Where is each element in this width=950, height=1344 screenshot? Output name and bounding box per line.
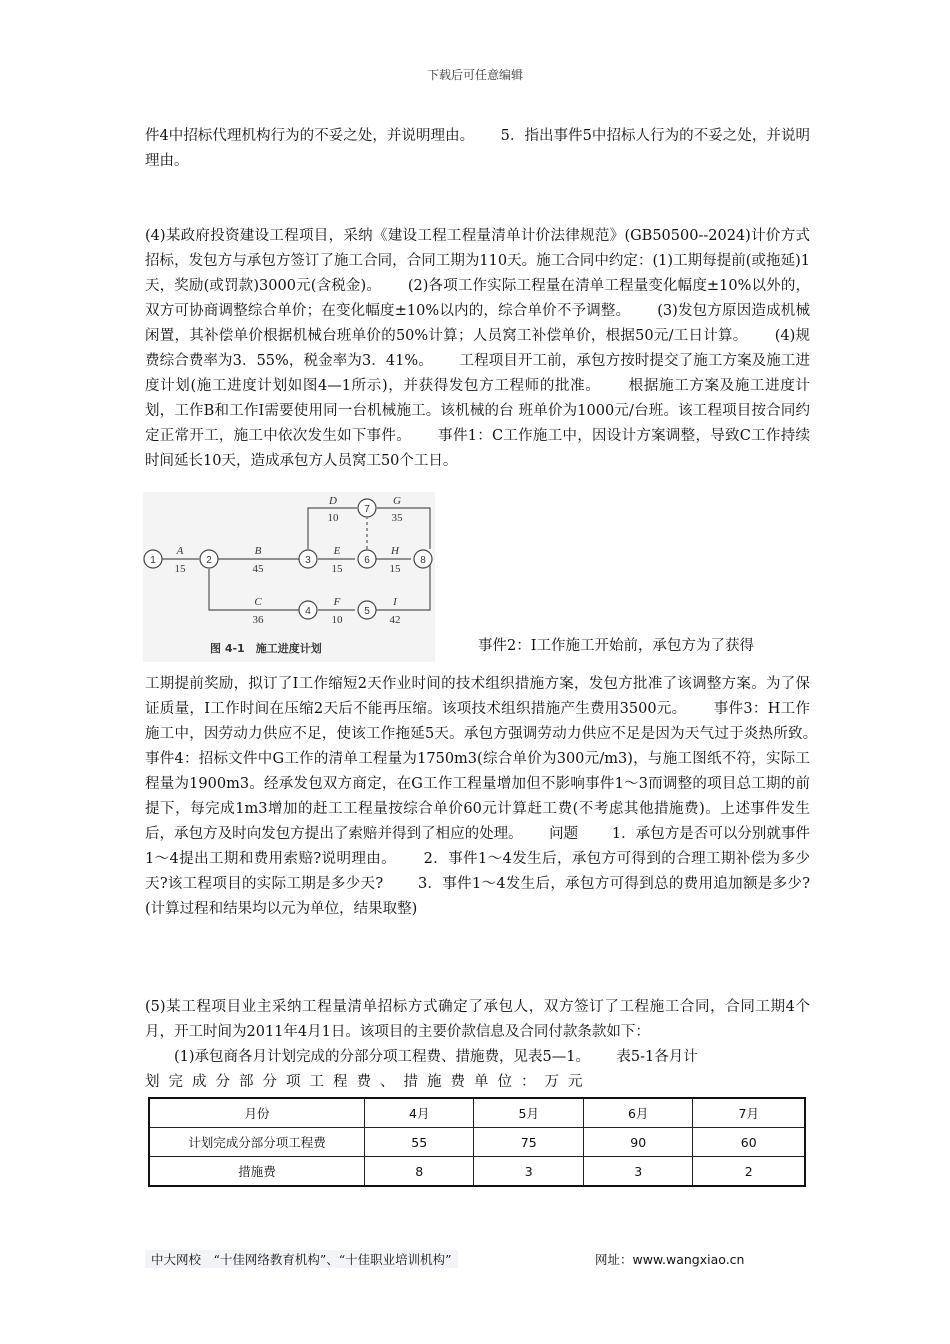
page-header: 下载后可任意编辑	[426, 68, 523, 82]
activity-b-name: B	[254, 545, 262, 557]
paragraph-4: (5)某工程项目业主采纳工程量清单招标方式确定了承包人，双方签订了工程施工合同，合同工期4个月，开工时间为2011年4月1日。该项目的主要价款信息及合同付款条款如下：	[145, 999, 810, 1040]
activity-f-duration: 10	[331, 614, 343, 626]
node-2-label: 2	[206, 555, 212, 566]
table-cell: 90	[583, 1128, 692, 1157]
activity-c-duration: 36	[252, 614, 264, 626]
table-header-cell: 4月	[365, 1098, 474, 1128]
table-cell: 8	[365, 1157, 474, 1187]
activity-d-duration: 10	[327, 512, 339, 524]
table-header-cell: 5月	[474, 1098, 583, 1128]
page-footer	[145, 1250, 810, 1268]
node-6-label: 6	[364, 555, 370, 566]
activity-e-name: E	[333, 545, 341, 557]
activity-g-name: G	[393, 495, 401, 507]
node-1-label: 1	[150, 555, 156, 566]
activity-a-name: A	[176, 545, 184, 557]
table-row	[149, 1128, 805, 1157]
table-cell: 75	[474, 1128, 583, 1157]
activity-a-duration: 15	[174, 563, 186, 575]
figure-caption: 图 4-1 施工进度计划	[210, 642, 322, 655]
paragraph-2-text: (4)某政府投资建设工程项目，采纳《建设工程工程量清单计价法律规范》(GB50500--2024)计价方式招标，发包方与承包方签订了施工合同，合同工期为110天。施工合同中约定：(1)工期每提前(或拖延)1天，奖励(或罚款)3000元(含税金)。 (2)各项工作实际工程量在清单工程量变化幅度±10%以外的，双方可协商调整综合单价；在变化幅度±10%以内的，综合单价不予调整。 (3)发包方原因造成机械闲置，其补偿单价根据机械台班单价的50%计算；人员窝工补偿单价，根据50元/工日计算。 (4)规费综合费率为3．55%，税金率为3．41%。 工程项目开工前，承包方按时提交了施工方案及施工进度计划(施工进度计划如图4—1所示)，并获得发包方工程师的批准。 根据施工方案及施工进度计划，工作B和工作I需要使用同一台机械施工。该机械的台 班单价为1000元/台班。该工程项目按合同约定正常开工，施工中依次发生如下事件。 事件1：C工作施工中，因设计方案调整，导致C工作持续时间延长10天，造成承包方人员窝工50个工日。	[145, 228, 810, 469]
paragraph-5-line-2: 划完成分部分项工程费、措施费单位：万元	[145, 1074, 592, 1090]
node-7-label: 7	[364, 504, 370, 515]
footer-website: 网址：www.wangxiao.cn	[595, 1252, 745, 1267]
table-cell: 60	[693, 1128, 805, 1157]
table-header-cell: 月份	[149, 1098, 365, 1128]
activity-c-name: C	[254, 596, 262, 608]
activity-h-duration: 15	[389, 563, 401, 575]
activity-b-duration: 45	[252, 563, 264, 575]
table-header-cell: 6月	[583, 1098, 692, 1128]
activity-f-name: F	[333, 596, 341, 608]
activity-h-name: H	[391, 545, 399, 557]
paragraph-2-tail: 事件2：I工作施工开始前，承包方为了获得	[478, 638, 754, 654]
activity-i-name: I	[393, 596, 397, 608]
activity-d-name: D	[329, 495, 337, 507]
table-row	[149, 1157, 805, 1187]
activity-e-duration: 15	[331, 563, 343, 575]
monthly-plan-table	[148, 1097, 806, 1187]
activity-g-duration: 35	[391, 512, 403, 524]
network-diagram	[143, 492, 435, 662]
table-cell: 措施费	[149, 1157, 365, 1187]
table-cell: 计划完成分部分项工程费	[149, 1128, 365, 1157]
table-cell: 55	[365, 1128, 474, 1157]
node-4-label: 4	[305, 606, 311, 617]
table-cell: 3	[474, 1157, 583, 1187]
paragraph-2	[145, 224, 810, 474]
node-3-label: 3	[305, 555, 311, 566]
table-cell: 2	[693, 1157, 805, 1187]
table-header-cell: 7月	[693, 1098, 805, 1128]
table-header-row	[149, 1098, 805, 1128]
node-5-label: 5	[364, 606, 370, 617]
paragraph-3: 工期提前奖励，拟订了I工作缩短2天作业时间的技术组织措施方案，发包方批准了该调整方案。为了保证质量，I工作时间在压缩2天后不能再压缩。该项技术组织措施产生费用3500元。 事件3：H工作施工中，因劳动力供应不足，使该工作拖延5天。承包方强调劳动力供应不足是因为天气过于炎热所致。 事件4：招标文件中G工作的清单工程量为1750m3(综合单价为300元/m3)，与施工图纸不符，实际工程量为1900m3。经承发包双方商定，在G工作工程量增加但不影响事件1～3而调整的项目总工期的前提下，每完成1m3增加的赶工工程量按综合单价60元计算赶工费(不考虑其他措施费)。上述事件发生后，承包方及时向发包方提出了索赔并得到了相应的处理。 问题 1．承包方是否可以分别就事件1～4提出工期和费用索赔?说明理由。 2．事件1～4发生后，承包方可得到的合理工期补偿为多少天?该工程项目的实际工期是多少天? 3．事件1～4发生后，承包方可得到总的费用追加额是多少?(计算过程和结果均以元为单位，结果取整)	[145, 676, 844, 917]
footer-org-text: 中大网校 “十佳网络教育机构”、“十佳职业培训机构”	[145, 1250, 458, 1268]
paragraph-5: (1)承包商各月计划完成的分部分项工程费、措施费，见表5—1。 表5-1各月计	[145, 1049, 698, 1065]
paragraph-1: 件4中招标代理机构行为的不妥之处，并说明理由。 5．指出事件5中招标人行为的不妥之处，并说明理由。	[145, 128, 810, 169]
node-8-label: 8	[420, 555, 426, 566]
activity-i-duration: 42	[389, 614, 401, 626]
table-cell: 3	[583, 1157, 692, 1187]
